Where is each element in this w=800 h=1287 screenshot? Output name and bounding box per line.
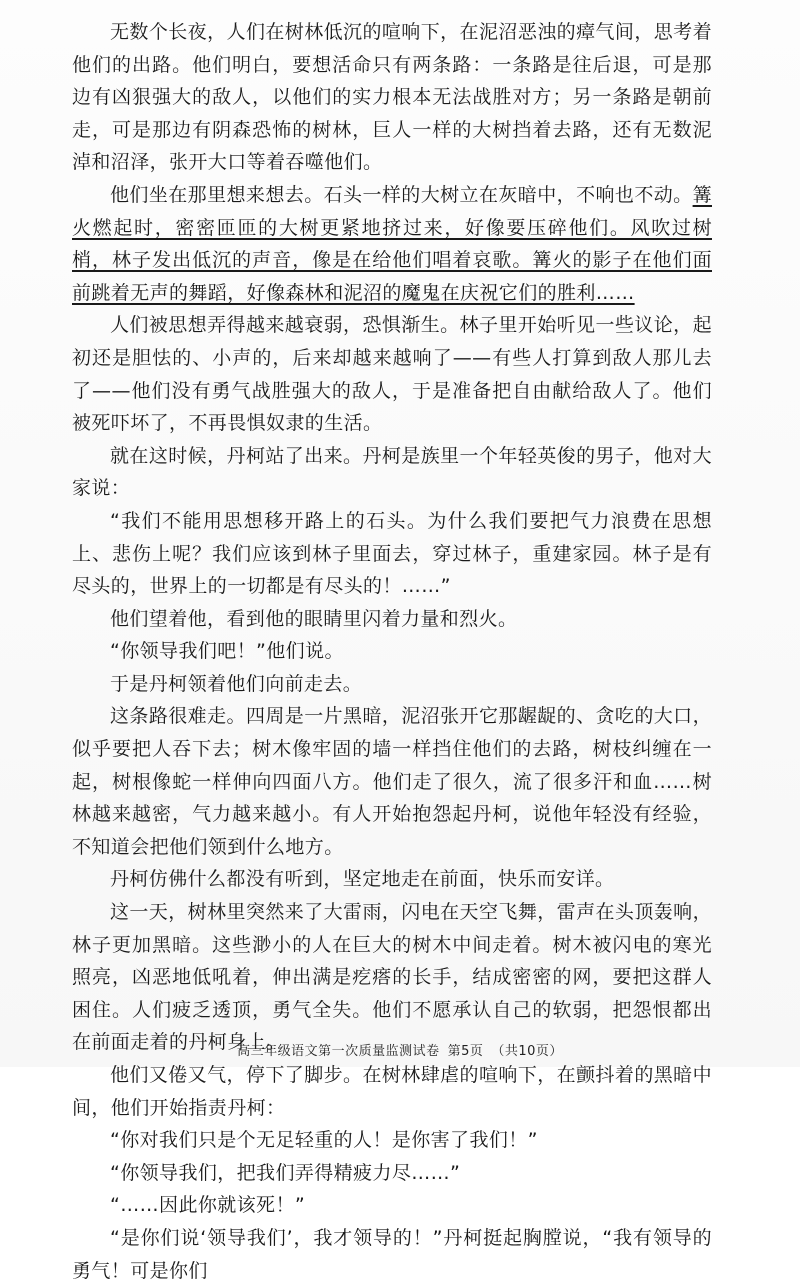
paragraph-11: 这一天，树林里突然来了大雷雨，闪电在天空飞舞，雷声在头顶轰响，林子更加黑暗。这些渺小的人在巨大的树木中间走着。树木被闪电的寒光照亮，凶恶地低吼着，伸出满是疙瘩的长手，结成密密的网，要把这群人困住。人们疲乏透顶，勇气全失。他们不愿承认自己的软弱，把怨恨都出在前面走着的丹柯身上。 <box>72 901 712 1054</box>
exam-title: 高三年级语文第一次质量监测试卷 <box>237 1044 440 1059</box>
paragraph-6: 他们望着他，看到他的眼睛里闪着力量和烈火。 <box>110 607 518 630</box>
paragraph-2-plain: 他们坐在那里想来想去。石头一样的大树立在灰暗中，不响也不动。 <box>110 183 693 206</box>
paragraph-3: 人们被思想弄得越来越衰弱，恐惧渐生。林子里开始听见一些议论，起初还是胆怯的、小声的，后来却越来越响了——有些人打算到敌人那儿去了——他们没有勇气战胜强大的敌人，于是准备把自由献给敌人了。他们被死吓坏了，不再畏惧奴隶的生活。 <box>72 314 712 435</box>
paragraph-1: 无数个长夜，人们在树林低沉的喧响下，在泥沼恶浊的瘴气间，思考着他们的出路。他们明白，要想活命只有两条路：一条路是往后退，可是那边有凶狠强大的敌人，以他们的实力根本无法战胜对方；另一条路是朝前走，可是那边有阴森恐怖的树林，巨人一样的大树挡着去路，还有无数泥淖和沼泽，张开大口等着吞噬他们。 <box>72 21 712 174</box>
paragraph-13-quote: “你对我们只是个无足轻重的人！是你害了我们！” <box>110 1129 538 1152</box>
page-footer <box>0 1040 800 1059</box>
paragraph-10: 丹柯仿佛什么都没有听到，坚定地走在前面，快乐而安详。 <box>110 868 615 891</box>
passage-body <box>72 16 712 1287</box>
paragraph-5-quote: “我们不能用思想移开路上的石头。为什么我们要把气力浪费在思想上、悲伤上呢？我们应该到林子里面去，穿过林子，重建家园。林子是有尽头的，世界上的一切都是有尽头的！……” <box>72 509 712 598</box>
paragraph-9: 这条路很难走。四周是一片黑暗，泥沼张开它那龌龊的、贪吃的大口，似乎要把人吞下去；树木像牢固的墙一样挡住他们的去路，树枝纠缠在一起，树根像蛇一样伸向四面八方。他们走了很久，流了很多汗和血……树林越来越密，气力越来越小。有人开始抱怨起丹柯，说他年轻没有经验，不知道会把他们领到什么地方。 <box>72 705 712 858</box>
paragraph-15-quote: “……因此你就该死！” <box>110 1194 306 1217</box>
paragraph-16-quote: “是你们说‘领导我们’，我才领导的！”丹柯挺起胸膛说，“我有领导的勇气！可是你们 <box>72 1226 712 1282</box>
paragraph-2 <box>72 179 712 309</box>
paragraph-14-quote: “你领导我们，把我们弄得精疲力尽……” <box>110 1161 461 1184</box>
page-number: 第5页 <box>447 1044 484 1059</box>
paragraph-7-quote: “你领导我们吧！”他们说。 <box>110 640 344 663</box>
total-pages: （共10页） <box>491 1044 563 1059</box>
paragraph-8: 于是丹柯领着他们向前走去。 <box>110 672 363 695</box>
paragraph-12: 他们又倦又气，停下了脚步。在树林肆虐的喧响下，在颤抖着的黑暗中间，他们开始指责丹柯： <box>72 1064 712 1119</box>
underlined-passage: 篝火燃起时，密密匝匝的大树更紧地挤过来，好像要压碎他们。风吹过树梢，林子发出低沉的声音，像是在给他们唱着哀歌。篝火的影子在他们面前跳着无声的舞蹈，好像森林和泥沼的魔鬼在庆祝它们的胜利…… <box>72 183 712 304</box>
paragraph-4: 就在这时候，丹柯站了出来。丹柯是族里一个年轻英俊的男子，他对大家说： <box>72 444 712 500</box>
